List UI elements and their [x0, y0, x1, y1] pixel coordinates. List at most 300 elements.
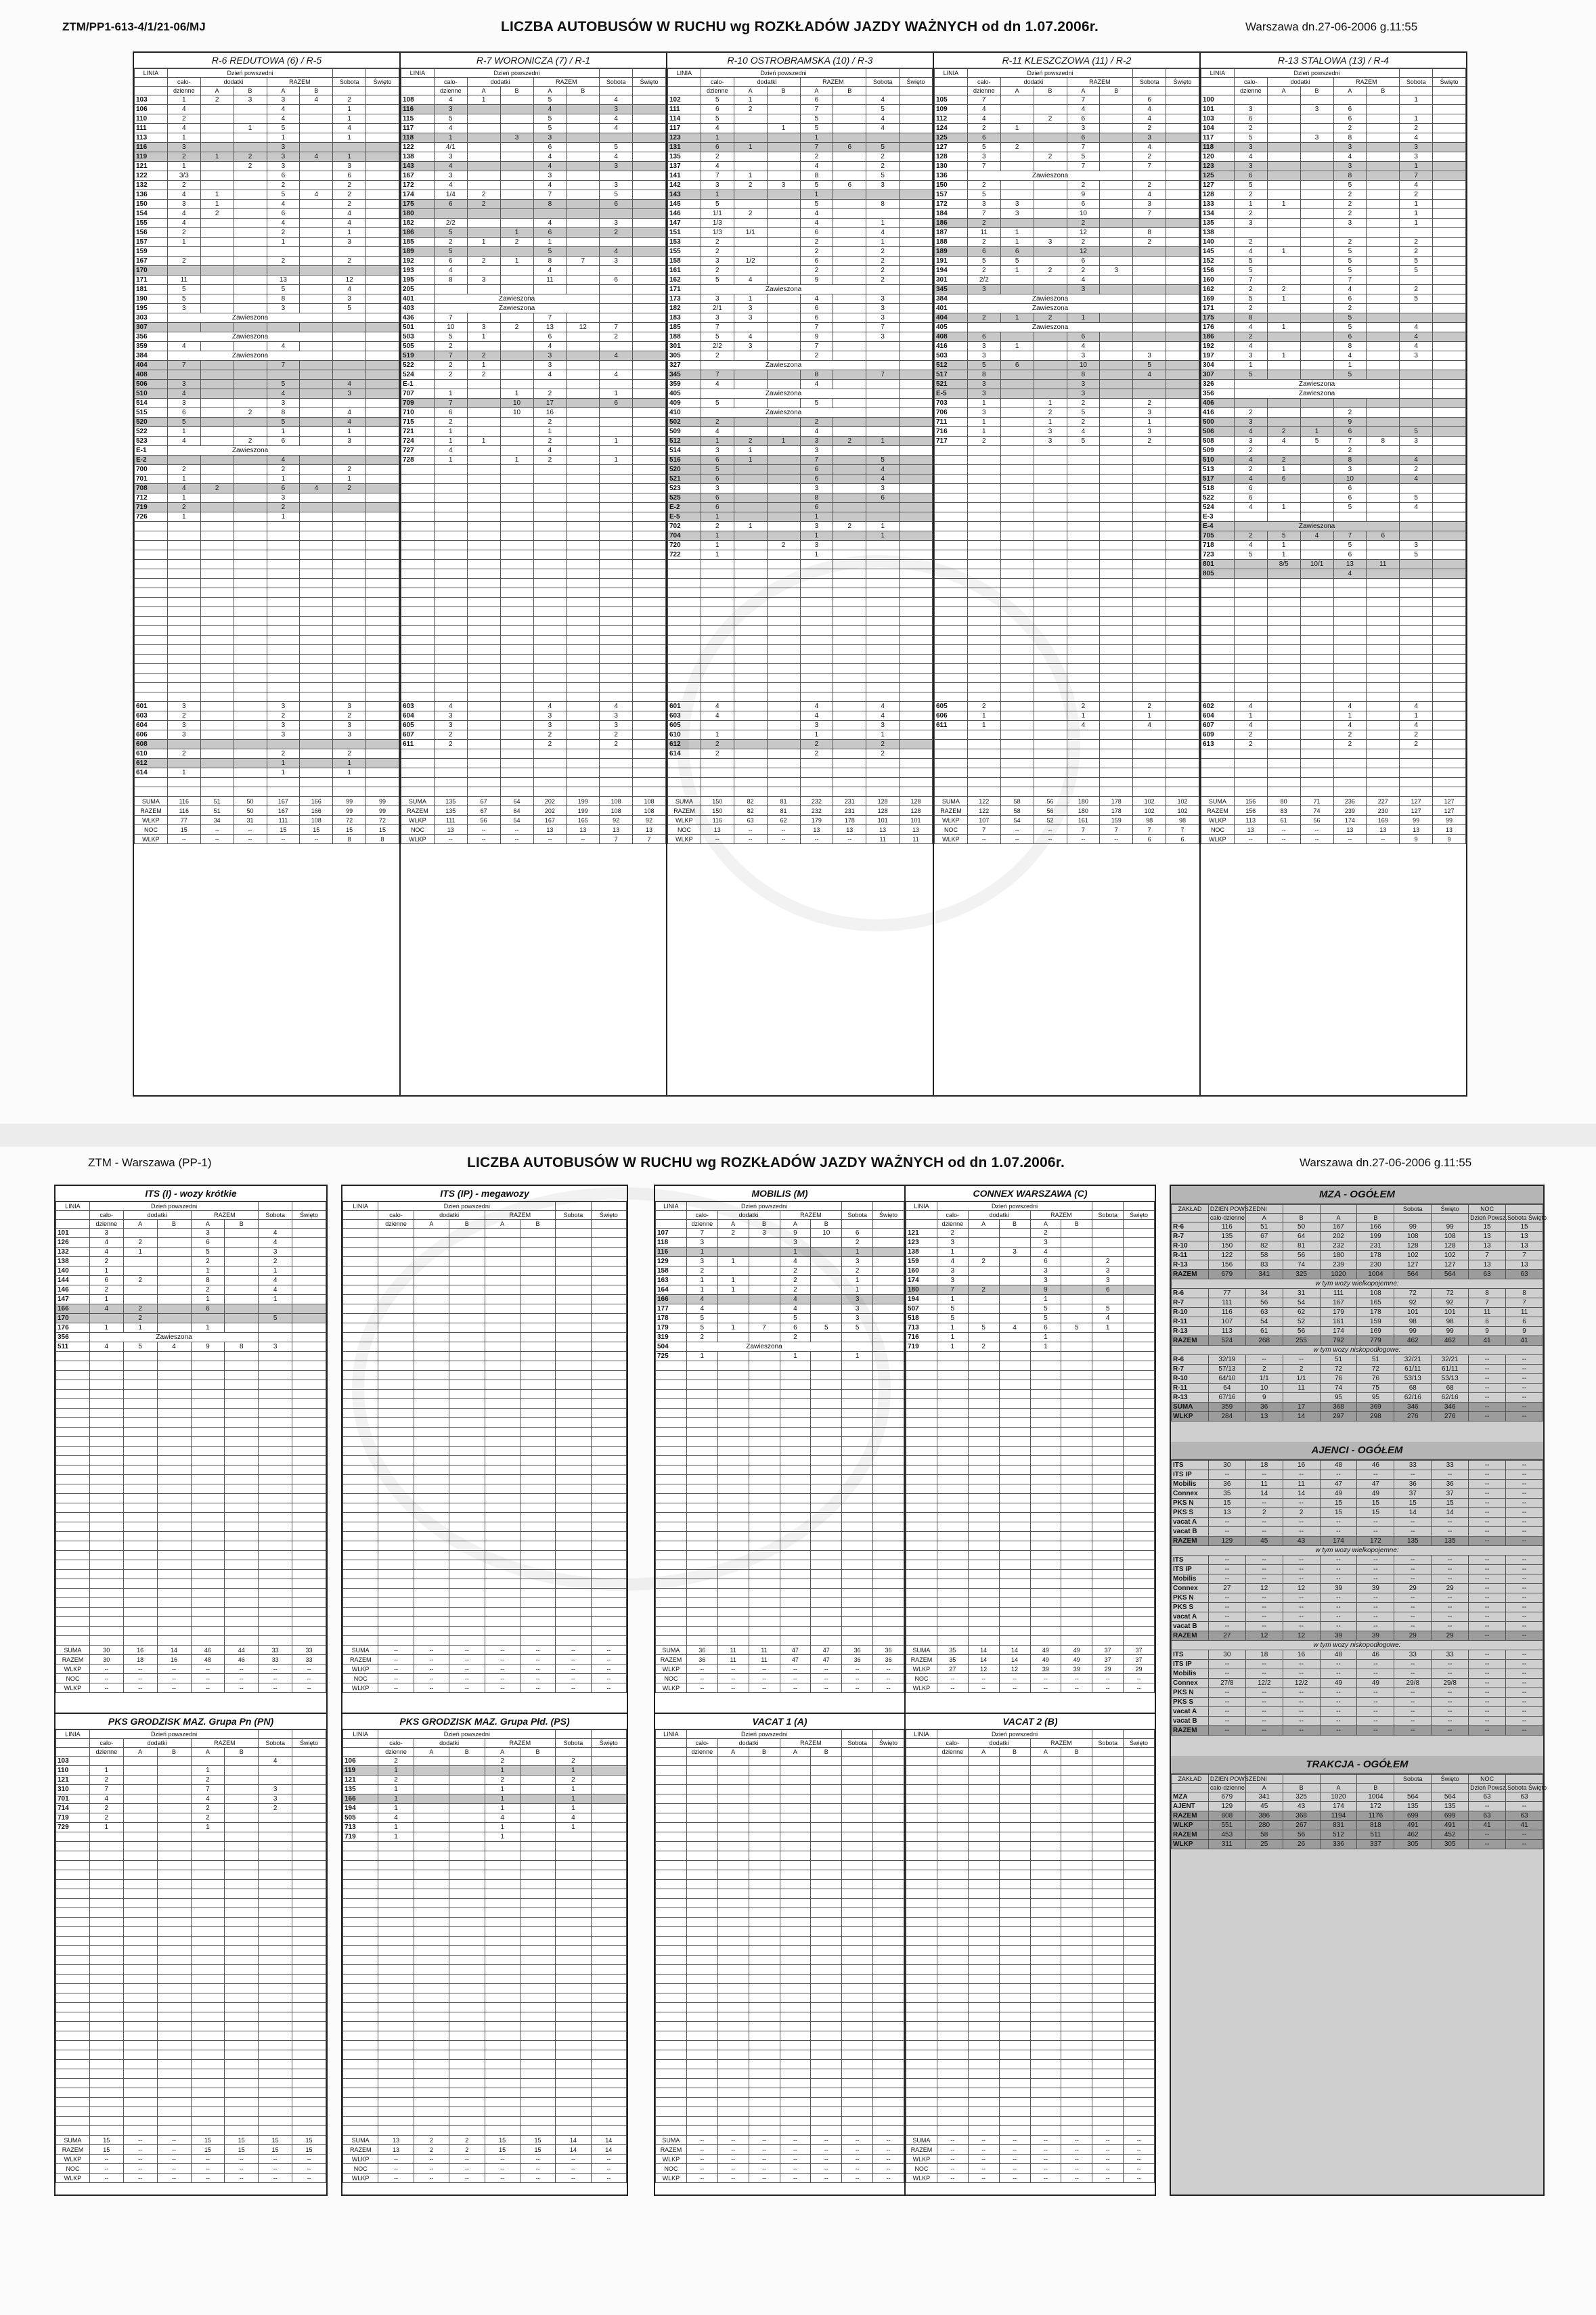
header-row: [668, 69, 933, 78]
value-cell: [833, 247, 866, 257]
value-cell: 1: [333, 105, 366, 114]
col-header-blank: [366, 87, 399, 95]
value-cell: 1: [533, 427, 567, 437]
empty-cell: [873, 1560, 904, 1570]
table-row: [656, 1333, 904, 1342]
table-cell: [366, 456, 399, 465]
value-cell: [717, 1248, 749, 1257]
value-cell: [1100, 190, 1133, 200]
sum-value: 102: [1133, 806, 1166, 816]
empty-cell: [191, 1418, 225, 1428]
line-number: 126: [56, 1238, 90, 1248]
empty-cell: [1100, 598, 1133, 607]
empty-cell: [343, 1229, 378, 1238]
empty-cell: [467, 503, 500, 512]
value-cell: [1133, 266, 1166, 275]
value-cell: 2: [1133, 124, 1166, 133]
value-cell: 3: [167, 380, 200, 389]
value-cell: 2: [686, 1266, 717, 1276]
value-cell: 1: [500, 228, 533, 238]
sum-value: 51: [200, 797, 234, 806]
sum-label: SUMA: [656, 1646, 687, 1655]
value-cell: [333, 493, 366, 503]
suspended-note: Zawieszona: [701, 389, 866, 399]
col-header-blank: [668, 87, 701, 95]
table-cell: [1433, 465, 1466, 475]
empty-cell: [1133, 674, 1166, 683]
table-cell: [366, 181, 399, 190]
value-cell: [234, 493, 267, 503]
sum-value: 30: [89, 1646, 123, 1655]
empty-cell: [467, 683, 500, 692]
table-cell: [1433, 446, 1466, 456]
line-number: 151: [668, 228, 701, 238]
sum-value: --: [225, 1674, 259, 1683]
value-cell: [1300, 399, 1333, 408]
col-header-razem: RAZEM: [1067, 78, 1133, 87]
sum-value: 8: [366, 835, 399, 844]
value-cell: [234, 361, 267, 370]
empty-cell: [749, 1598, 780, 1608]
empty-cell: [467, 569, 500, 579]
empty-cell: [191, 1560, 225, 1570]
empty-cell: [767, 569, 800, 579]
col-header-calo: calo-: [686, 1211, 717, 1220]
empty-row: [668, 607, 933, 617]
empty-cell: [414, 1409, 449, 1418]
value-cell: [1267, 702, 1300, 711]
value-cell: 3: [533, 133, 567, 143]
sum-value: 56: [1300, 816, 1333, 825]
value-cell: 1: [259, 1266, 292, 1276]
table-cell: [1433, 332, 1466, 342]
empty-cell: [567, 655, 600, 664]
value-cell: 4: [1234, 721, 1267, 730]
value-cell: [866, 342, 900, 351]
empty-row: [343, 1418, 627, 1428]
empty-cell: [633, 626, 666, 636]
value-cell: [234, 294, 267, 304]
empty-row: [1201, 607, 1466, 617]
value-cell: [1300, 228, 1333, 238]
table-cell: [366, 427, 399, 437]
empty-cell: [259, 1522, 292, 1532]
empty-cell: [767, 645, 800, 655]
table-row: [1201, 247, 1466, 257]
table-row: [1201, 531, 1466, 541]
value-cell: [200, 342, 234, 351]
empty-cell: [1000, 560, 1034, 569]
empty-cell: [191, 1447, 225, 1456]
empty-cell: [533, 664, 567, 674]
empty-cell: [343, 1295, 378, 1304]
empty-cell: [449, 1503, 485, 1513]
value-cell: 7: [800, 456, 833, 465]
empty-cell: [1400, 607, 1433, 617]
table-cell: [633, 200, 666, 209]
table-row: [668, 399, 933, 408]
empty-cell: [259, 1380, 292, 1390]
empty-row: [56, 1361, 326, 1371]
empty-cell: [591, 1276, 626, 1285]
empty-cell: [1100, 626, 1133, 636]
empty-cell: [811, 1541, 842, 1551]
sum-value: 127: [1433, 797, 1466, 806]
value-cell: 5: [1400, 294, 1433, 304]
value-cell: [200, 133, 234, 143]
table-cell: [366, 702, 399, 711]
sum-value: 13: [900, 825, 933, 835]
sum-value: 11: [749, 1655, 780, 1664]
value-cell: 7: [967, 95, 1000, 105]
empty-cell: [401, 683, 435, 692]
line-number: 502: [668, 418, 701, 427]
value-cell: [833, 740, 866, 749]
value-cell: [467, 389, 500, 399]
value-cell: [1367, 370, 1400, 380]
empty-cell: [292, 1475, 326, 1484]
empty-cell: [225, 1522, 259, 1532]
value-cell: [567, 399, 600, 408]
table-cell: [1166, 389, 1199, 399]
value-cell: [167, 266, 200, 275]
sum-value: 7: [1133, 825, 1166, 835]
empty-row: [935, 730, 1199, 740]
value-cell: [600, 238, 633, 247]
value-cell: [717, 1304, 749, 1314]
empty-cell: [780, 1361, 811, 1371]
col-header-swieto: Święto: [366, 78, 399, 87]
value-cell: [1367, 313, 1400, 323]
value-cell: [567, 361, 600, 370]
empty-cell: [135, 664, 168, 674]
table-row: [135, 484, 399, 493]
line-number: 307: [135, 323, 168, 332]
empty-cell: [556, 1617, 591, 1627]
empty-cell: [1367, 787, 1400, 797]
empty-row: [935, 674, 1199, 683]
empty-cell: [485, 1484, 520, 1494]
value-cell: [333, 399, 366, 408]
value-cell: [1333, 512, 1367, 522]
sum-value: 83: [1267, 806, 1300, 816]
empty-row: [56, 1494, 326, 1503]
col-header-ab: A: [1267, 87, 1300, 95]
col-header-ab: A: [200, 87, 234, 95]
empty-cell: [633, 512, 666, 522]
empty-row: [401, 787, 666, 797]
empty-cell: [300, 674, 333, 683]
empty-cell: [533, 598, 567, 607]
table-row: [668, 437, 933, 446]
value-cell: 2: [167, 503, 200, 512]
value-cell: 2: [967, 313, 1000, 323]
value-cell: 6: [866, 493, 900, 503]
value-cell: 2: [234, 152, 267, 162]
empty-cell: [1000, 740, 1034, 749]
empty-cell: [533, 512, 567, 522]
empty-cell: [225, 1636, 259, 1646]
empty-cell: [1166, 645, 1199, 655]
empty-cell: [1133, 484, 1166, 493]
value-cell: 3: [1400, 351, 1433, 361]
value-cell: 6: [1333, 427, 1367, 437]
sum-value: --: [717, 1674, 749, 1683]
empty-cell: [434, 493, 467, 503]
sum-value: 128: [866, 797, 900, 806]
empty-cell: [556, 1257, 591, 1266]
empty-cell: [485, 1475, 520, 1484]
empty-row: [343, 1532, 627, 1541]
empty-cell: [686, 1428, 717, 1437]
line-number: 708: [135, 484, 168, 493]
value-cell: 1: [1267, 550, 1300, 560]
value-cell: [234, 399, 267, 408]
value-cell: [1367, 114, 1400, 124]
empty-cell: [1201, 617, 1235, 626]
empty-cell: [56, 1560, 90, 1570]
value-cell: 5: [1333, 247, 1367, 257]
sum-value: --: [378, 1646, 414, 1655]
sum-value: --: [1034, 835, 1067, 844]
table-cell: [633, 380, 666, 389]
table-cell: [633, 399, 666, 408]
empty-cell: [734, 617, 767, 626]
depot-title: R-11 KLESZCZOWA (11) / R-2: [934, 53, 1199, 68]
empty-cell: [780, 1399, 811, 1409]
empty-cell: [935, 531, 968, 541]
empty-row: [343, 1437, 627, 1447]
table-cell: [1166, 361, 1199, 370]
empty-cell: [292, 1361, 326, 1371]
value-cell: [866, 503, 900, 512]
empty-cell: [300, 607, 333, 617]
line-number: 182: [668, 304, 701, 313]
col-header-ab: A: [1333, 87, 1367, 95]
value-cell: 2: [701, 152, 734, 162]
sum-value: --: [485, 1664, 520, 1674]
col-header-dodatki: dodatki: [467, 78, 533, 87]
table-cell: [333, 446, 366, 456]
line-number: 150: [135, 200, 168, 209]
table-row: [1201, 541, 1466, 550]
table-cell: [1433, 304, 1466, 313]
line-number: 186: [1201, 332, 1235, 342]
value-cell: 1: [866, 219, 900, 228]
table-row: [1201, 408, 1466, 418]
empty-cell: [520, 1570, 555, 1579]
value-cell: [500, 152, 533, 162]
table-cell: [900, 427, 933, 437]
empty-cell: [259, 1352, 292, 1361]
empty-cell: [842, 1513, 873, 1522]
empty-cell: [520, 1636, 555, 1646]
empty-cell: [1133, 588, 1166, 598]
value-cell: 1: [200, 190, 234, 200]
sum-value: 14: [157, 1646, 191, 1655]
value-cell: 6: [533, 332, 567, 342]
empty-cell: [200, 683, 234, 692]
line-number: 521: [668, 475, 701, 484]
empty-cell: [343, 1304, 378, 1314]
value-cell: 5: [701, 465, 734, 475]
empty-cell: [1234, 787, 1267, 797]
table-cell: [1433, 228, 1466, 238]
table-row: [668, 323, 933, 332]
empty-row: [656, 1560, 904, 1570]
sum-value: 47: [811, 1646, 842, 1655]
sum-value: 56: [467, 816, 500, 825]
value-cell: [567, 171, 600, 181]
value-cell: 6: [833, 181, 866, 190]
value-cell: [811, 1352, 842, 1361]
empty-cell: [842, 1399, 873, 1409]
empty-cell: [556, 1551, 591, 1560]
table-cell: [366, 133, 399, 143]
col-header-ab: B: [1300, 87, 1333, 95]
value-cell: 7: [1234, 275, 1267, 285]
table-cell: [633, 275, 666, 285]
empty-cell: [343, 1342, 378, 1352]
line-number: 155: [135, 219, 168, 228]
value-cell: [1267, 370, 1300, 380]
sum-label: SUMA: [135, 797, 168, 806]
value-cell: [333, 247, 366, 257]
table-row: [668, 711, 933, 721]
value-cell: 6: [1333, 484, 1367, 493]
value-cell: [200, 370, 234, 380]
value-cell: 6: [701, 503, 734, 512]
col-header-blank: [900, 87, 933, 95]
table-row: [668, 313, 933, 323]
empty-row: [668, 787, 933, 797]
empty-cell: [191, 1522, 225, 1532]
empty-row: [401, 550, 666, 560]
value-cell: [833, 124, 866, 133]
value-cell: [267, 740, 300, 749]
empty-row: [135, 569, 399, 579]
value-cell: 2: [1400, 124, 1433, 133]
sum-value: 6: [1133, 835, 1166, 844]
value-cell: 3: [1234, 162, 1267, 171]
empty-row: [401, 541, 666, 550]
value-cell: 2: [1333, 200, 1367, 209]
value-cell: [1000, 181, 1034, 190]
empty-cell: [656, 1608, 687, 1617]
empty-cell: [1166, 664, 1199, 674]
line-number: 523: [668, 484, 701, 493]
value-cell: [1100, 105, 1133, 114]
empty-cell: [449, 1266, 485, 1276]
empty-cell: [567, 768, 600, 778]
sum-value: 169: [1367, 816, 1400, 825]
empty-cell: [811, 1409, 842, 1418]
value-cell: 2: [866, 247, 900, 257]
sum-value: 13: [1333, 825, 1367, 835]
empty-cell: [1400, 655, 1433, 664]
empty-cell: [866, 645, 900, 655]
empty-cell: [366, 674, 399, 683]
value-cell: 5: [1000, 257, 1034, 266]
table-row: [1201, 114, 1466, 124]
empty-cell: [135, 560, 168, 569]
value-cell: 3: [1333, 143, 1367, 152]
value-cell: [300, 465, 333, 475]
table-cell: [366, 294, 399, 304]
value-cell: [200, 124, 234, 133]
suspended-note: Zawieszona: [686, 1342, 841, 1352]
sum-value: --: [1000, 835, 1034, 844]
empty-cell: [780, 1617, 811, 1627]
col-header-ab: A: [414, 1220, 449, 1229]
table-cell: [1433, 361, 1466, 370]
empty-cell: [873, 1522, 904, 1532]
value-cell: [333, 323, 366, 332]
value-cell: [467, 247, 500, 257]
col-header-linia: LINIA: [935, 69, 968, 78]
empty-cell: [967, 787, 1000, 797]
value-cell: 7: [1067, 95, 1100, 105]
line-number: 142: [668, 181, 701, 190]
table-row: [135, 152, 399, 162]
table-cell: [1166, 351, 1199, 361]
value-cell: [300, 114, 333, 124]
empty-cell: [267, 787, 300, 797]
empty-cell: [935, 503, 968, 512]
value-cell: [157, 1276, 191, 1285]
value-cell: [866, 512, 900, 522]
value-cell: 8: [1234, 313, 1267, 323]
col-header-calo: calo-: [167, 78, 200, 87]
empty-cell: [734, 787, 767, 797]
col-header-blank: [259, 1202, 292, 1211]
value-cell: 5: [800, 114, 833, 124]
value-cell: [200, 730, 234, 740]
empty-cell: [866, 598, 900, 607]
empty-cell: [89, 1551, 123, 1560]
empty-cell: [842, 1627, 873, 1636]
col-header-calo: calo-: [967, 78, 1000, 87]
value-cell: [767, 304, 800, 313]
empty-cell: [449, 1257, 485, 1266]
empty-cell: [123, 1551, 157, 1560]
value-cell: [567, 266, 600, 275]
value-cell: 4: [600, 114, 633, 124]
empty-cell: [1133, 465, 1166, 475]
value-cell: 2: [1133, 399, 1166, 408]
value-cell: 3: [267, 730, 300, 740]
value-cell: 4: [434, 181, 467, 190]
empty-cell: [591, 1579, 626, 1589]
empty-row: [656, 1541, 904, 1551]
value-cell: 1: [1000, 313, 1034, 323]
suspended-note: Zawieszona: [1234, 380, 1399, 389]
sum-value: --: [734, 825, 767, 835]
value-cell: 4: [300, 152, 333, 162]
value-cell: 5: [866, 105, 900, 114]
value-cell: [234, 370, 267, 380]
empty-cell: [567, 493, 600, 503]
value-cell: 2/2: [967, 275, 1000, 285]
line-number: 160: [1201, 275, 1235, 285]
empty-cell: [135, 550, 168, 560]
table-cell: [1433, 313, 1466, 323]
empty-cell: [401, 560, 435, 569]
empty-cell: [157, 1361, 191, 1371]
empty-cell: [873, 1456, 904, 1465]
line-number: 156: [1201, 266, 1235, 275]
value-cell: 2: [467, 200, 500, 209]
